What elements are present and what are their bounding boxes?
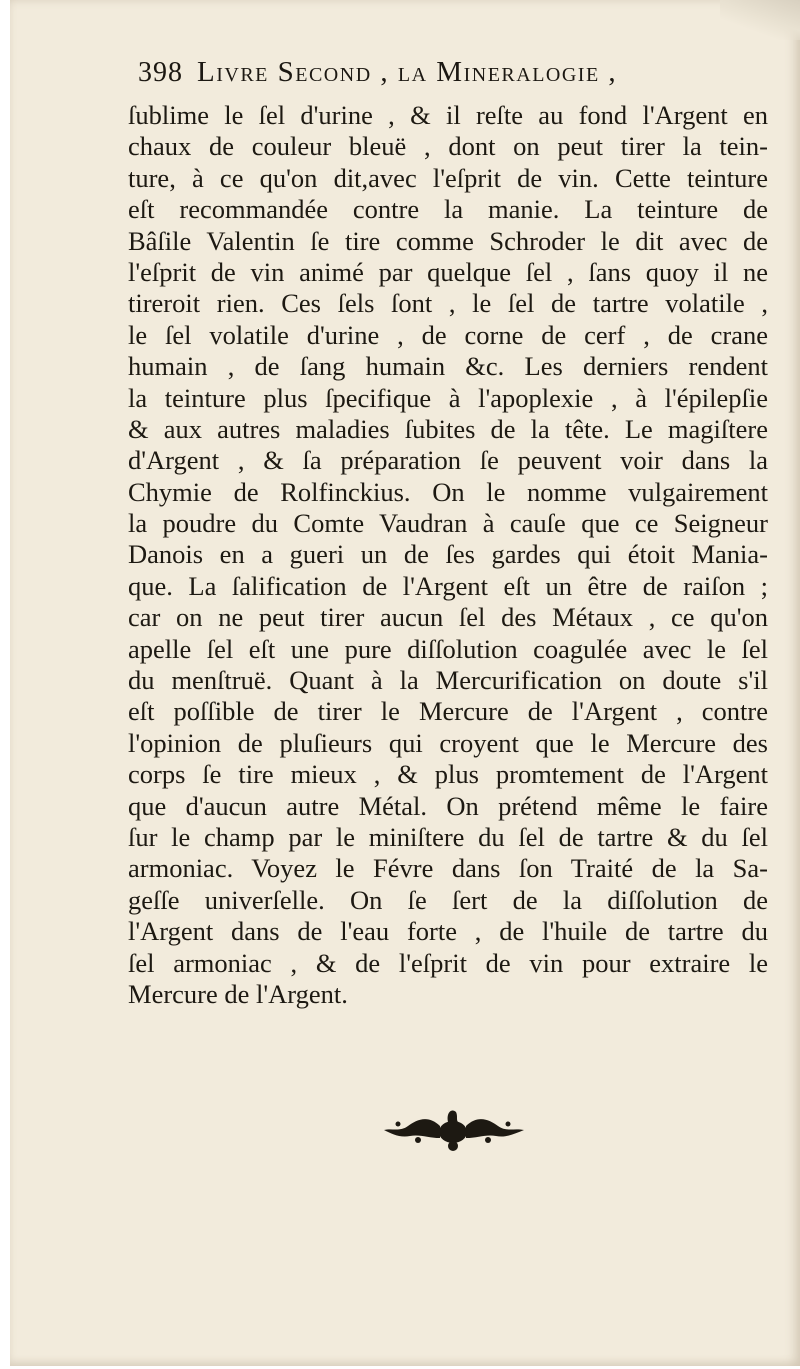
text-line: le ſel volatile d'urine , de corne de cerf , de crane	[128, 319, 768, 350]
book-page	[10, 0, 800, 1366]
text-line: ſel armoniac , & de l'eſprit de vin pour extraire le	[128, 947, 768, 978]
text-line: l'eſprit de vin animé par quelque ſel , ſans quoy il ne	[128, 256, 768, 287]
text-line: Chymie de Rolfinckius. On le nomme vulgairement	[128, 476, 768, 507]
text-line: l'opinion de pluſieurs qui croyent que le Mercure des	[128, 727, 768, 758]
text-line: geſſe univerſelle. On ſe ſert de la diſſolution de	[128, 884, 768, 915]
tailpiece-ornament-icon	[378, 1106, 528, 1156]
text-line: & aux autres maladies ſubites de la tête. Le magiſtere	[128, 413, 768, 444]
text-line: car on ne peut tirer aucun ſel des Métaux , ce qu'on	[128, 602, 768, 633]
text-line: l'Argent dans de l'eau forte , de l'huile de tartre du	[128, 916, 768, 947]
text-line: ſublime le ſel d'urine , & il reſte au fond l'Argent en	[128, 100, 768, 130]
text-line: Bâſile Valentin ſe tire comme Schroder le dit avec de	[128, 225, 768, 256]
text-line: apelle ſel eſt une pure diſſolution coagulée avec le ſel	[128, 633, 768, 664]
text-line: Mercure de l'Argent.	[128, 978, 348, 1009]
text-line: la poudre du Comte Vaudran à cauſe que ce Seigneur	[128, 508, 768, 539]
text-line: eſt poſſible de tirer le Mercure de l'Argent , contre	[128, 696, 768, 727]
text-line: armoniac. Voyez le Févre dans ſon Traité de la Sa-	[128, 853, 768, 884]
text-line: la teinture plus ſpecifique à l'apoplexie , à l'épilepſie	[128, 382, 768, 413]
text-line: chaux de couleur bleuë , dont on peut tirer la tein-	[128, 131, 768, 162]
text-line: d'Argent , & ſa préparation ſe peuvent voir dans la	[128, 445, 768, 476]
text-line: ture, à ce qu'on dit,avec l'eſprit de vin. Cette teinture	[128, 162, 768, 193]
text-line: humain , de ſang humain &c. Les derniers rendent	[128, 351, 768, 382]
text-line: Danois en a gueri un de ſes gardes qui étoit Mania-	[128, 539, 768, 570]
text-line: que. La ſalification de l'Argent eſt un être de raiſon ;	[128, 570, 768, 601]
text-line: que d'aucun autre Métal. On prétend même le faire	[128, 790, 768, 821]
text-line: tireroit rien. Ces ſels ſont , le ſel de tartre volatile ,	[128, 288, 768, 319]
text-line: eſt recommandée contre la manie. La teinture de	[128, 194, 768, 225]
text-line: ſur le champ par le miniſtere du ſel de tartre & du ſel	[128, 821, 768, 852]
text-line: du menſtruë. Quant à la Mercurification on doute s'il	[128, 665, 768, 696]
text-line: corps ſe tire mieux , & plus promtement de l'Argent	[128, 759, 768, 790]
page-header	[138, 56, 738, 98]
page-number: 398	[138, 57, 183, 88]
body-text	[128, 100, 768, 1010]
page-corner	[720, 0, 800, 40]
running-title: Livre Second , la Mineralogie ,	[197, 56, 618, 88]
